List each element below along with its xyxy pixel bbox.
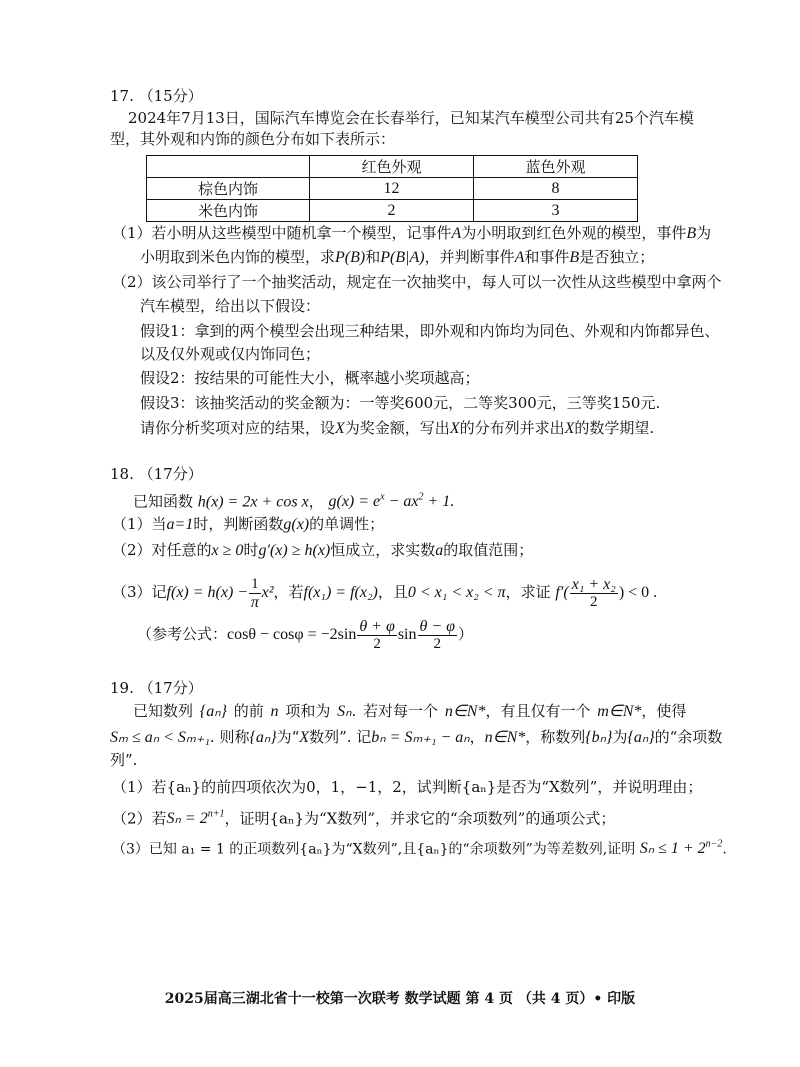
math: h(x) = 2x + cos x	[197, 493, 309, 511]
math-part: − ax	[384, 493, 419, 511]
math-part: g(x) = e	[328, 493, 381, 511]
math	[328, 493, 454, 510]
q18-part1	[112, 514, 384, 535]
text: ，求证	[505, 583, 551, 601]
q19-part2	[112, 805, 615, 829]
text: 的取值范围；	[443, 541, 534, 559]
text: 项和为	[285, 702, 331, 720]
math: n∈N*	[484, 729, 526, 746]
q17-title: 17. （15分）	[110, 87, 203, 105]
denominator: 2	[433, 635, 441, 652]
fraction	[570, 576, 618, 611]
q18-title: 18. （17分）	[110, 465, 203, 483]
text: 和	[365, 248, 381, 266]
q17-intro: 2024年7月13日，国际汽车博览会在长春举行，已知某汽车模型公司共有25个汽车模	[128, 109, 694, 127]
text: 为	[612, 728, 628, 746]
math-part: Sₙ ≤ 1 + 2	[639, 840, 706, 858]
math: A	[514, 249, 525, 266]
math-part: n−2	[705, 839, 723, 850]
math: f′(	[555, 584, 569, 601]
table-row	[147, 178, 638, 200]
text: （2）对任意的	[112, 541, 212, 559]
math	[640, 840, 723, 857]
text: ，	[308, 492, 324, 511]
table-header-cell	[147, 156, 310, 178]
table-cell: 12	[310, 178, 474, 200]
text: （1）当	[112, 515, 167, 533]
table-header-cell: 红色外观	[310, 156, 474, 178]
text: 请你分析奖项对应的结果，设	[140, 419, 336, 437]
text: 的“余项数	[654, 728, 723, 746]
math: A	[451, 225, 462, 242]
text: ，使得	[641, 702, 687, 720]
text: （3）记	[112, 583, 167, 601]
page-footer: 2025届高三湖北省十一校第一次联考 数学试题 第 4 页 （共 4 页）• 印版	[164, 991, 636, 1007]
math: {aₙ}	[199, 703, 227, 720]
math-part: x	[380, 492, 385, 503]
math: X	[564, 420, 575, 437]
numerator: θ − φ	[419, 617, 456, 635]
math: x²	[261, 584, 274, 601]
text: .	[722, 841, 727, 858]
table-cell: 3	[474, 200, 638, 222]
text: ，证明{aₙ}为“X数列”，并求它的“余项数列”的通项公式；	[224, 809, 616, 828]
text: 恒成立，求实数	[330, 541, 436, 559]
text: ，若	[273, 583, 304, 601]
text: ，	[469, 728, 485, 746]
q17-task	[140, 418, 654, 439]
math-part: + 1.	[423, 493, 455, 511]
table-cell: 8	[474, 178, 638, 200]
text: 的分布列并求出	[459, 419, 565, 437]
table-cell: 棕色内饰	[147, 178, 310, 200]
q17-part2-line2: 汽车模型，给出以下假设：	[140, 297, 321, 315]
text: ）	[458, 625, 474, 643]
math: cosθ − cosφ = −2sin	[227, 626, 357, 643]
math: {bₙ}	[585, 729, 613, 746]
text: 时，判断函数	[193, 515, 284, 533]
fraction	[249, 576, 261, 611]
q17-part1-line1	[112, 223, 711, 244]
denominator: 2	[590, 593, 598, 610]
q17-assumption1-cont: 以及仅外观或仅内饰同色；	[140, 345, 321, 363]
math: ) < 0 .	[618, 584, 658, 601]
q17-part1-line2	[140, 247, 654, 268]
text: 的数学期望.	[574, 419, 655, 437]
q18-reference-formula	[137, 616, 473, 653]
math: sin	[397, 626, 417, 643]
text: （参考公式：	[137, 625, 228, 643]
q18-intro	[133, 488, 454, 512]
text: （1）若小明从这些模型中随机拿一个模型，记事件	[112, 224, 452, 242]
text: 为“	[276, 728, 300, 746]
text: 小明取到米色内饰的模型，求	[140, 248, 336, 266]
q19-part1: （1）若{aₙ}的前四项依次为0，1，−1，2，试判断{aₙ}是否为“X数列”，并说明理由；	[112, 778, 703, 796]
q17-assumption1: 假设1：拿到的两个模型会出现三种结果，即外观和内饰均为同色、外观和内饰都异色、	[140, 322, 720, 340]
table-header-row	[147, 156, 638, 178]
math: g′(x) ≥ h(x)	[258, 542, 331, 559]
math: B	[569, 249, 580, 266]
fraction	[418, 618, 458, 653]
math: X	[299, 729, 310, 746]
text: ，且	[377, 583, 408, 601]
text: 为小明取到红色外观的模型，事件	[461, 224, 687, 242]
math: x ≥ 0	[211, 542, 244, 559]
text: 和事件	[524, 248, 570, 266]
q19-title: 19. （17分）	[110, 679, 203, 697]
numerator: 1	[251, 575, 259, 592]
text: 为	[696, 224, 712, 242]
math: P(B)	[335, 249, 366, 266]
math-part: n+1	[207, 809, 225, 820]
math: bₙ = Sₘ₊₁ − aₙ	[371, 729, 470, 746]
math: {aₙ}	[627, 729, 655, 746]
math: n	[270, 703, 279, 720]
math: Sₙ	[337, 703, 352, 720]
table-cell: 米色内饰	[147, 200, 310, 222]
math: a	[435, 542, 444, 559]
math: B	[686, 225, 697, 242]
math-part: 2	[418, 492, 424, 503]
text: 是否独立；	[579, 248, 655, 266]
table-cell: 2	[310, 200, 474, 222]
q19-intro-line1	[133, 701, 686, 722]
text: ，并判断事件	[424, 248, 515, 266]
math: f(x) = h(x) −	[166, 584, 249, 601]
text: ，有且仅有一个	[485, 702, 591, 720]
math: Sₘ ≤ aₙ < Sₘ₊₁	[110, 729, 210, 746]
text: 为奖金额，写出	[344, 419, 450, 437]
math: P(B|A)	[380, 249, 425, 266]
table-row	[147, 200, 638, 222]
text: 已知函数	[133, 492, 194, 511]
math-part: Sₙ = 2	[166, 810, 208, 828]
q17-assumption2: 假设2：按结果的可能性大小，概率越小奖项越高；	[140, 369, 480, 387]
math: g(x)	[283, 516, 310, 533]
denominator: 2	[373, 635, 381, 652]
text: （3）已知 a₁ = 1 的正项数列{aₙ}为“X数列”,且{aₙ}的“余项数列”为等差数列,证明	[112, 841, 636, 858]
math: X	[335, 420, 345, 437]
q18-part3	[112, 574, 657, 611]
q19-part3	[112, 835, 727, 859]
fraction	[357, 618, 397, 653]
text: 时	[243, 541, 259, 559]
text: . 若对每一个	[351, 702, 439, 720]
math: 0 < x₁ < x₂ < π	[407, 584, 506, 601]
math: {aₙ}	[249, 729, 277, 746]
q18-part2	[112, 540, 533, 561]
q17-assumption3: 假设3：该抽奖活动的奖金额为：一等奖600元，二等奖300元，三等奖150元.	[140, 394, 661, 412]
math: n∈N*	[444, 703, 486, 720]
text: 的前	[233, 702, 264, 720]
q19-intro-line2	[110, 727, 722, 748]
text: （2）若	[112, 809, 167, 828]
table-header-cell: 蓝色外观	[474, 156, 638, 178]
color-distribution-table	[146, 155, 638, 222]
math	[167, 810, 225, 827]
math: a=1	[166, 516, 194, 533]
numerator: x₁ + x₂	[571, 575, 616, 593]
text: 的单调性；	[309, 515, 385, 533]
text: ，称数列	[525, 728, 586, 746]
text: 已知数列	[133, 702, 194, 720]
math: X	[449, 420, 460, 437]
denominator: π	[250, 593, 259, 611]
math: f(x₁) = f(x₂)	[303, 584, 378, 601]
math: m∈N*	[597, 703, 642, 720]
q17-part2-line1: （2）该公司举行了一个抽奖活动，规定在一次抽奖中，每人可以一次性从这些模型中拿两个	[112, 273, 722, 291]
q19-intro-line3: 列”.	[110, 751, 138, 769]
numerator: θ + φ	[359, 617, 395, 635]
q17-intro-cont: 型，其外观和内饰的颜色分布如下表所示：	[110, 130, 396, 148]
text: 数列”. 记	[309, 728, 372, 746]
text: . 则称	[209, 728, 250, 746]
